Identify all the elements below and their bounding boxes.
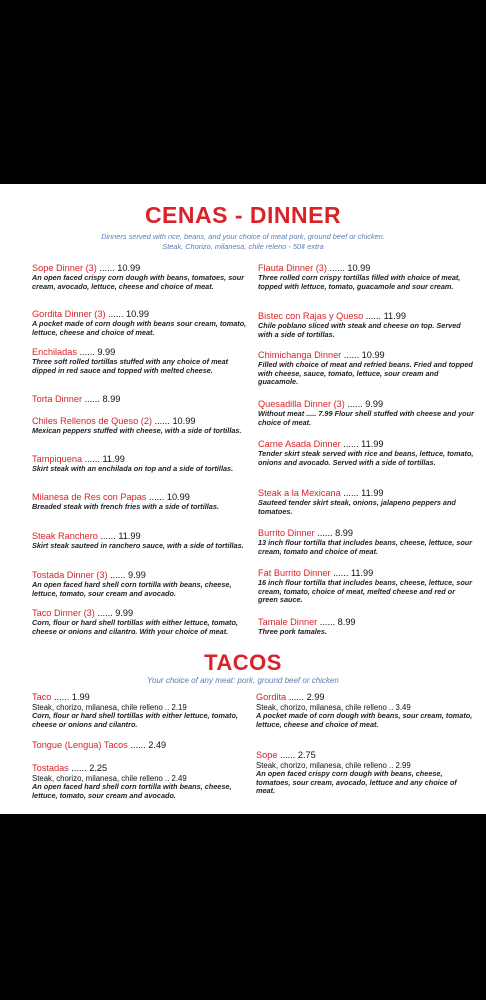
menu-item (258, 263, 476, 291)
item-dots: ...... (76, 347, 95, 357)
item-price: 10.99 (114, 263, 141, 273)
item-description: Three pork tamales. (258, 627, 327, 636)
item-name: Gordita (256, 692, 287, 702)
menu-item (32, 263, 250, 291)
menu-item (32, 531, 250, 551)
item-price: 2.25 (86, 763, 108, 773)
item-name: Taco (32, 692, 52, 702)
item-dots: ...... (96, 263, 115, 273)
item-dots: ...... (341, 350, 360, 360)
menu-item (32, 570, 250, 598)
item-dots: ...... (277, 750, 296, 760)
item-dots: ...... (94, 608, 113, 618)
item-name: Tostada Dinner (3) (32, 570, 108, 580)
item-description: Filled with choice of meat and refried beans. Fried and topped with cheese, sauce, tomato, lettuce, sour cream and guacamole. (258, 360, 473, 387)
item-extra-option: Steak, chorizo, milanesa, chile relleno .. 2.49 (32, 774, 187, 783)
item-dots: ...... (344, 399, 363, 409)
item-name: Fat Burrito Dinner (258, 568, 331, 578)
item-dots: ...... (127, 740, 146, 750)
item-name: Chiles Rellenos de Queso (2) (32, 416, 153, 426)
item-name: Quesadilla Dinner (3) (258, 399, 345, 409)
menu-item (256, 692, 474, 729)
item-dots: ...... (317, 617, 336, 627)
item-price: 2.75 (295, 750, 316, 760)
menu-item (258, 350, 476, 387)
item-description: 13 inch flour tortilla that includes beans, cheese, lettuce, sour cream, tomato and choice of meat. (258, 538, 473, 556)
item-name: Flauta Dinner (3) (258, 263, 327, 273)
item-price: 10.99 (169, 416, 196, 426)
item-dots: ...... (105, 309, 124, 319)
item-description: Breaded steak with french fries with a side of tortillas. (32, 502, 219, 511)
item-dots: ...... (82, 454, 100, 464)
item-name: Tongue (Lengua) Tacos (32, 740, 128, 750)
item-description: Skirt steak sauteed in ranchero sauce, with a side of tortillas. (32, 541, 244, 550)
item-dots: ...... (314, 528, 333, 538)
item-name: Bistec con Rajas y Queso (258, 311, 364, 321)
menu-page (0, 184, 486, 814)
item-price: 9.99 (362, 399, 384, 409)
item-name: Tamale Dinner (258, 617, 318, 627)
tacos-subtitle: Your choice of any meat: pork, ground beef or chicken (147, 676, 339, 685)
menu-item (32, 608, 250, 636)
dinner-subtitle: Dinners served with rice, beans, and your choice of meat pork, ground beef or chicken. (101, 232, 385, 241)
item-price: 10.99 (164, 492, 190, 502)
item-extra-option: Steak, chorizo, milanesa, chile relleno .. 2.19 (32, 703, 187, 712)
menu-item (258, 399, 476, 427)
item-description: Three rolled corn crispy tortillas filled with choice of meat, topped with lettuce, tomato, guacamole and sour cream. (258, 273, 461, 291)
item-price: 10.99 (344, 263, 371, 273)
menu-item (258, 311, 476, 339)
menu-item (32, 763, 250, 800)
item-description: Chile poblano sliced with steak and cheese on top. Served with a side of tortillas. (258, 321, 461, 339)
menu-item (32, 347, 250, 375)
item-name: Sope Dinner (3) (32, 263, 97, 273)
menu-item (258, 617, 476, 637)
item-description: An open faced crispy corn dough with beans, tomatoes, sour cream, avocado, lettuce, cheese and choice of meat. (32, 273, 245, 291)
item-description: Without meat ..... 7.99 Flour shell stuffed with cheese and your choice of meat. (258, 409, 474, 427)
item-dots: ...... (363, 311, 382, 321)
item-name: Enchiladas (32, 347, 77, 357)
item-description: A pocket made of corn dough with beans sour cream, tomato, lettuce, cheese and choice of meat. (32, 319, 247, 337)
item-price: 11.99 (115, 531, 141, 541)
dinner-extra-note: Steak, Chorizo, milanesa, chile releno - 50¢ extra (162, 242, 324, 251)
item-description: Tender skirt steak served with rice and beans, lettuce, tomato, onions and avocado. Served with a side of tortillas. (258, 449, 474, 467)
item-dots: ...... (82, 394, 100, 404)
item-name: Steak Ranchero (32, 531, 98, 541)
item-name: Steak a la Mexicana (258, 488, 341, 498)
item-price: 9.99 (112, 608, 134, 618)
item-name: Chimichanga Dinner (258, 350, 342, 360)
item-price: 11.99 (358, 488, 384, 498)
item-dots: ...... (340, 439, 359, 449)
item-price: 1.99 (69, 692, 90, 702)
item-price: 10.99 (359, 350, 385, 360)
item-price: 11.99 (358, 439, 384, 449)
item-price: 11.99 (348, 568, 374, 578)
item-name: Burrito Dinner (258, 528, 315, 538)
item-description: 16 inch flour tortilla that includes beans, cheese, lettuce, sour cream, tomato, choice of meat, melted cheese and red or green sauce. (258, 578, 473, 605)
item-price: 8.99 (99, 394, 121, 404)
item-dots: ...... (286, 692, 305, 702)
item-name: Carne Asada Dinner (258, 439, 341, 449)
item-extra-option: Steak, chorizo, milanesa, chile relleno .. 3.49 (256, 703, 411, 712)
item-name: Milanesa de Res con Papas (32, 492, 147, 502)
item-price: 8.99 (335, 617, 356, 627)
item-description: Corn, flour or hard shell tortillas with either lettuce, tomato, cheese or onions and cilantro. With your choice of meat. (32, 618, 238, 636)
item-description: A pocket made of corn dough with beans, sour cream, tomato, lettuce, cheese and choice of meat. (256, 711, 473, 729)
item-name: Tostadas (32, 763, 69, 773)
menu-item (32, 416, 250, 436)
item-extra-option: Steak, chorizo, milanesa, chile relleno .. 2.99 (256, 761, 411, 770)
item-description: Skirt steak with an enchilada on top and a side of tortillas. (32, 464, 234, 473)
item-description: An open faced crispy corn dough with beans, cheese, tomatoes, sour cream, avocado, lettuce and any choice of meat. (256, 769, 457, 796)
item-price: 2.49 (145, 740, 167, 750)
menu-item (32, 692, 250, 729)
item-dots: ...... (146, 492, 165, 502)
item-price: 11.99 (99, 454, 125, 464)
menu-item (32, 309, 250, 337)
item-dots: ...... (340, 488, 359, 498)
item-price: 9.99 (125, 570, 146, 580)
item-dots: ...... (330, 568, 349, 578)
menu-item (258, 488, 476, 516)
item-dots: ...... (152, 416, 170, 426)
item-dots: ...... (107, 570, 126, 580)
item-price: 11.99 (381, 311, 406, 321)
item-description: An open faced hard shell corn tortilla with beans, cheese, lettuce, tomato, sour cream and avocado. (32, 782, 232, 800)
menu-item (32, 454, 250, 474)
item-name: Gordita Dinner (3) (32, 309, 106, 319)
item-dots: ...... (68, 763, 87, 773)
tacos-title: TACOS (204, 650, 282, 675)
item-description: Three soft rolled tortillas stuffed with any choice of meat dipped in red sauce and topped with melted cheese. (32, 357, 229, 375)
item-description: Mexican peppers stuffed with cheese, with a side of tortillas. (32, 426, 242, 435)
item-name: Torta Dinner (32, 394, 83, 404)
item-description: Sauteed tender skirt steak, onions, jalapeno peppers and tomatoes. (258, 498, 456, 516)
menu-item (32, 394, 250, 405)
item-price: 9.99 (94, 347, 116, 357)
item-name: Taco Dinner (3) (32, 608, 95, 618)
item-price: 2.99 (304, 692, 325, 702)
item-name: Sope (256, 750, 278, 760)
menu-item (258, 439, 476, 467)
menu-item (32, 740, 250, 751)
item-dots: ...... (97, 531, 116, 541)
item-description: Corn, flour or hard shell tortillas with either lettuce, tomato, cheese or onions and cilantro. (32, 711, 238, 729)
item-dots: ...... (51, 692, 70, 702)
item-price: 8.99 (332, 528, 353, 538)
menu-item (258, 528, 476, 556)
item-price: 10.99 (123, 309, 149, 319)
menu-item (258, 568, 476, 605)
item-dots: ...... (326, 263, 345, 273)
item-name: Tampiquena (32, 454, 83, 464)
menu-item (256, 750, 474, 796)
menu-item (32, 492, 250, 512)
item-description: An open faced hard shell corn tortilla with beans, cheese, lettuce, tomato, sour cream and avocado. (32, 580, 232, 598)
dinner-title: CENAS - DINNER (144, 202, 342, 228)
